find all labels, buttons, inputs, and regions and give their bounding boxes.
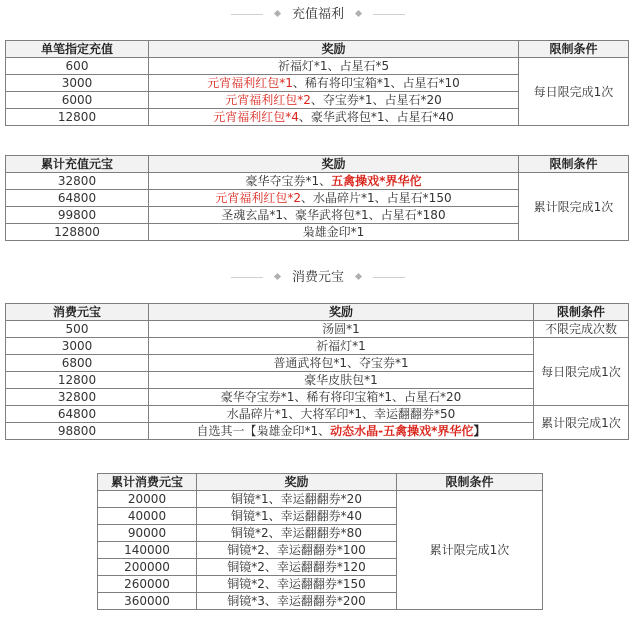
reward-cell	[149, 109, 519, 126]
amount-cell: 12800	[6, 109, 149, 126]
reward-text: 自选其一【枭雄金印*1、	[196, 424, 331, 438]
reward-cell	[149, 423, 534, 440]
column-header: 消费元宝	[6, 304, 149, 321]
column-header: 奖励	[149, 41, 519, 58]
section-title-text: 消费元宝	[291, 270, 344, 285]
column-header: 限制条件	[397, 474, 543, 491]
diamond-icon	[355, 273, 362, 280]
reward-text: 元宵福利红包*2	[225, 93, 311, 107]
reward-text: 铜镜*2、幸运翻翻券*150	[227, 577, 366, 591]
reward-text: 汤圆*1	[322, 322, 360, 336]
reward-cell	[197, 559, 397, 576]
divider-line	[373, 277, 405, 278]
reward-text: 元宵福利红包*2	[215, 191, 302, 205]
reward-text: 铜镜*1、幸运翻翻券*20	[231, 492, 362, 506]
reward-cell	[149, 355, 534, 372]
reward-cell	[149, 321, 534, 338]
single-recharge-table	[5, 40, 629, 126]
reward-text: 铜镜*3、幸运翻翻券*200	[227, 594, 366, 608]
diamond-icon	[274, 273, 281, 280]
reward-text: 豪华夺宝券*1、稀有将印宝箱*1、占星石*20	[220, 390, 462, 404]
amount-cell: 3000	[6, 75, 149, 92]
cumulative-recharge-table	[5, 155, 629, 241]
reward-text: 】	[473, 424, 486, 438]
amount-cell: 32800	[6, 173, 149, 190]
amount-cell: 260000	[98, 576, 197, 593]
reward-cell	[149, 389, 534, 406]
column-header: 奖励	[149, 304, 534, 321]
amount-cell: 600	[6, 58, 149, 75]
reward-cell	[197, 491, 397, 508]
reward-cell	[197, 508, 397, 525]
reward-text: 铜镜*1、幸运翻翻券*40	[231, 509, 362, 523]
reward-text: 动态水晶-五禽操戏*界华佗	[330, 424, 474, 438]
reward-text: 元宵福利红包*4	[213, 110, 299, 124]
reward-cell	[149, 207, 519, 224]
section-title-consume	[0, 268, 636, 288]
table-header-row	[6, 304, 629, 321]
amount-cell: 6000	[6, 92, 149, 109]
table-header-row	[6, 41, 629, 58]
reward-text: 铜镜*2、幸运翻翻券*100	[227, 543, 366, 557]
amount-cell: 140000	[98, 542, 197, 559]
column-header: 奖励	[197, 474, 397, 491]
table-header-row	[6, 156, 629, 173]
section-title-text: 充值福利	[291, 7, 344, 22]
reward-text: 、水晶碎片*1、占星石*150	[301, 191, 452, 205]
amount-cell: 200000	[98, 559, 197, 576]
diamond-icon	[355, 10, 362, 17]
consume-table	[5, 303, 629, 440]
reward-text: 枭雄金印*1	[302, 225, 365, 239]
table-header-row	[98, 474, 543, 491]
reward-text: 祈福灯*1	[316, 339, 366, 353]
limit-cell: 累计限完成1次	[397, 491, 543, 610]
cumulative-consume-table	[97, 473, 543, 610]
column-header: 单笔指定充值	[6, 41, 149, 58]
limit-cell: 累计限完成1次	[519, 173, 629, 241]
table-row	[6, 58, 629, 75]
table-row	[6, 338, 629, 355]
column-header: 累计消费元宝	[98, 474, 197, 491]
section-title-recharge	[0, 5, 636, 25]
amount-cell: 20000	[98, 491, 197, 508]
amount-cell: 3000	[6, 338, 149, 355]
column-header: 累计充值元宝	[6, 156, 149, 173]
reward-cell	[197, 525, 397, 542]
limit-cell: 每日限完成1次	[519, 58, 629, 126]
divider-line	[231, 277, 263, 278]
amount-cell: 64800	[6, 190, 149, 207]
reward-cell	[149, 92, 519, 109]
reward-cell	[197, 576, 397, 593]
amount-cell: 360000	[98, 593, 197, 610]
reward-text: 、稀有将印宝箱*1、占星石*10	[292, 76, 460, 90]
reward-text: 铜镜*2、幸运翻翻券*120	[227, 560, 366, 574]
reward-cell	[149, 190, 519, 207]
table-row	[6, 321, 629, 338]
reward-cell	[149, 224, 519, 241]
amount-cell: 64800	[6, 406, 149, 423]
reward-text: 、夺宝券*1、占星石*20	[310, 93, 442, 107]
reward-text: 祈福灯*1、占星石*5	[277, 59, 390, 73]
table-row	[6, 173, 629, 190]
amount-cell: 6800	[6, 355, 149, 372]
table-row	[98, 491, 543, 508]
limit-cell: 每日限完成1次	[534, 338, 629, 406]
amount-cell: 40000	[98, 508, 197, 525]
reward-cell	[149, 58, 519, 75]
amount-cell: 500	[6, 321, 149, 338]
reward-text: 水晶碎片*1、大将军印*1、幸运翻翻券*50	[226, 407, 456, 421]
reward-text: 五禽操戏*界华佗	[331, 174, 422, 188]
reward-text: 普通武将包*1、夺宝券*1	[273, 356, 409, 370]
reward-text: 铜镜*2、幸运翻翻券*80	[231, 526, 362, 540]
column-header: 限制条件	[519, 41, 629, 58]
column-header: 限制条件	[534, 304, 629, 321]
limit-cell: 不限完成次数	[534, 321, 629, 338]
reward-cell	[149, 338, 534, 355]
reward-cell	[149, 372, 534, 389]
divider-line	[373, 14, 405, 15]
limit-cell: 累计限完成1次	[534, 406, 629, 440]
reward-text: 、豪华武将包*1、占星石*40	[298, 110, 454, 124]
reward-text: 元宵福利红包*1	[207, 76, 293, 90]
column-header: 限制条件	[519, 156, 629, 173]
diamond-icon	[274, 10, 281, 17]
divider-line	[231, 14, 263, 15]
amount-cell: 128800	[6, 224, 149, 241]
amount-cell: 90000	[98, 525, 197, 542]
table-row	[6, 406, 629, 423]
reward-cell	[197, 593, 397, 610]
amount-cell: 12800	[6, 372, 149, 389]
reward-text: 圣魂玄晶*1、豪华武将包*1、占星石*180	[221, 208, 446, 222]
amount-cell: 99800	[6, 207, 149, 224]
column-header: 奖励	[149, 156, 519, 173]
reward-cell	[149, 406, 534, 423]
amount-cell: 98800	[6, 423, 149, 440]
reward-cell	[197, 542, 397, 559]
amount-cell: 32800	[6, 389, 149, 406]
reward-cell	[149, 75, 519, 92]
reward-text: 豪华皮肤包*1	[304, 373, 378, 387]
reward-text: 豪华夺宝券*1、	[245, 174, 332, 188]
reward-cell	[149, 173, 519, 190]
